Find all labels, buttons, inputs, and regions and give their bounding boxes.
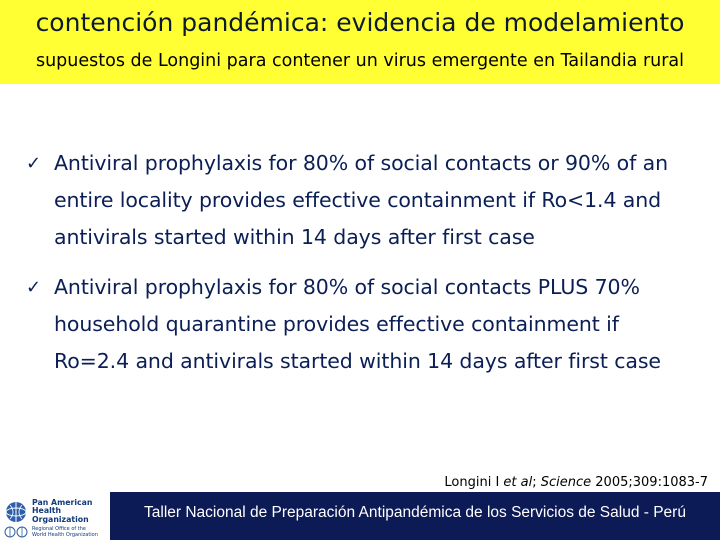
paho-logo — [4, 499, 100, 539]
citation-journal: Science — [540, 475, 592, 490]
check-icon: ✓ — [26, 277, 42, 298]
slide-header — [0, 0, 720, 84]
logo-sub-line: Regional Office of the — [32, 526, 86, 532]
bullet-text — [54, 269, 706, 380]
bullet-line: Antiviral prophylaxis for 80% of social contacts PLUS 70% — [54, 275, 640, 299]
bullet-line: antivirals started within 14 days after first case — [54, 225, 535, 249]
logo-name-line: Organization — [32, 514, 89, 524]
citation-ref: 2005;309:1083-7 — [591, 475, 708, 490]
logo-subtitle — [32, 527, 102, 538]
bullet-line: Antiviral prophylaxis for 80% of social contacts or 90% of an — [54, 151, 668, 175]
logo-name-line: Pan American — [32, 498, 93, 507]
check-icon: ✓ — [26, 153, 42, 174]
citation-sep: ; — [532, 475, 541, 490]
logo-name-line: Health — [32, 506, 62, 516]
logo-sub-line: World Health Organization — [32, 531, 98, 538]
bullet-text — [54, 145, 706, 256]
bullet-item — [26, 145, 706, 256]
footer-text: Taller Nacional de Preparación Antipandémica de los Servicios de Salud - Perú — [144, 504, 686, 521]
slide-subtitle: supuestos de Longini para contener un virus emergente en Tailandia rural — [35, 51, 685, 71]
citation-etal: et al — [503, 475, 533, 490]
bullet-line: household quarantine provides effective containment if — [54, 312, 619, 336]
bullet-item — [26, 269, 706, 380]
logo-name — [32, 499, 102, 524]
globe-icon — [4, 499, 30, 539]
slide-title: contención pandémica: evidencia de modelamiento — [35, 8, 685, 37]
footer-bar — [110, 492, 720, 540]
bullet-line: Ro=2.4 and antivirals started within 14 days after first case — [54, 349, 661, 373]
bullet-line: entire locality provides effective containment if Ro<1.4 and — [54, 188, 662, 212]
citation-author: Longini I — [444, 475, 504, 490]
citation — [444, 475, 708, 490]
